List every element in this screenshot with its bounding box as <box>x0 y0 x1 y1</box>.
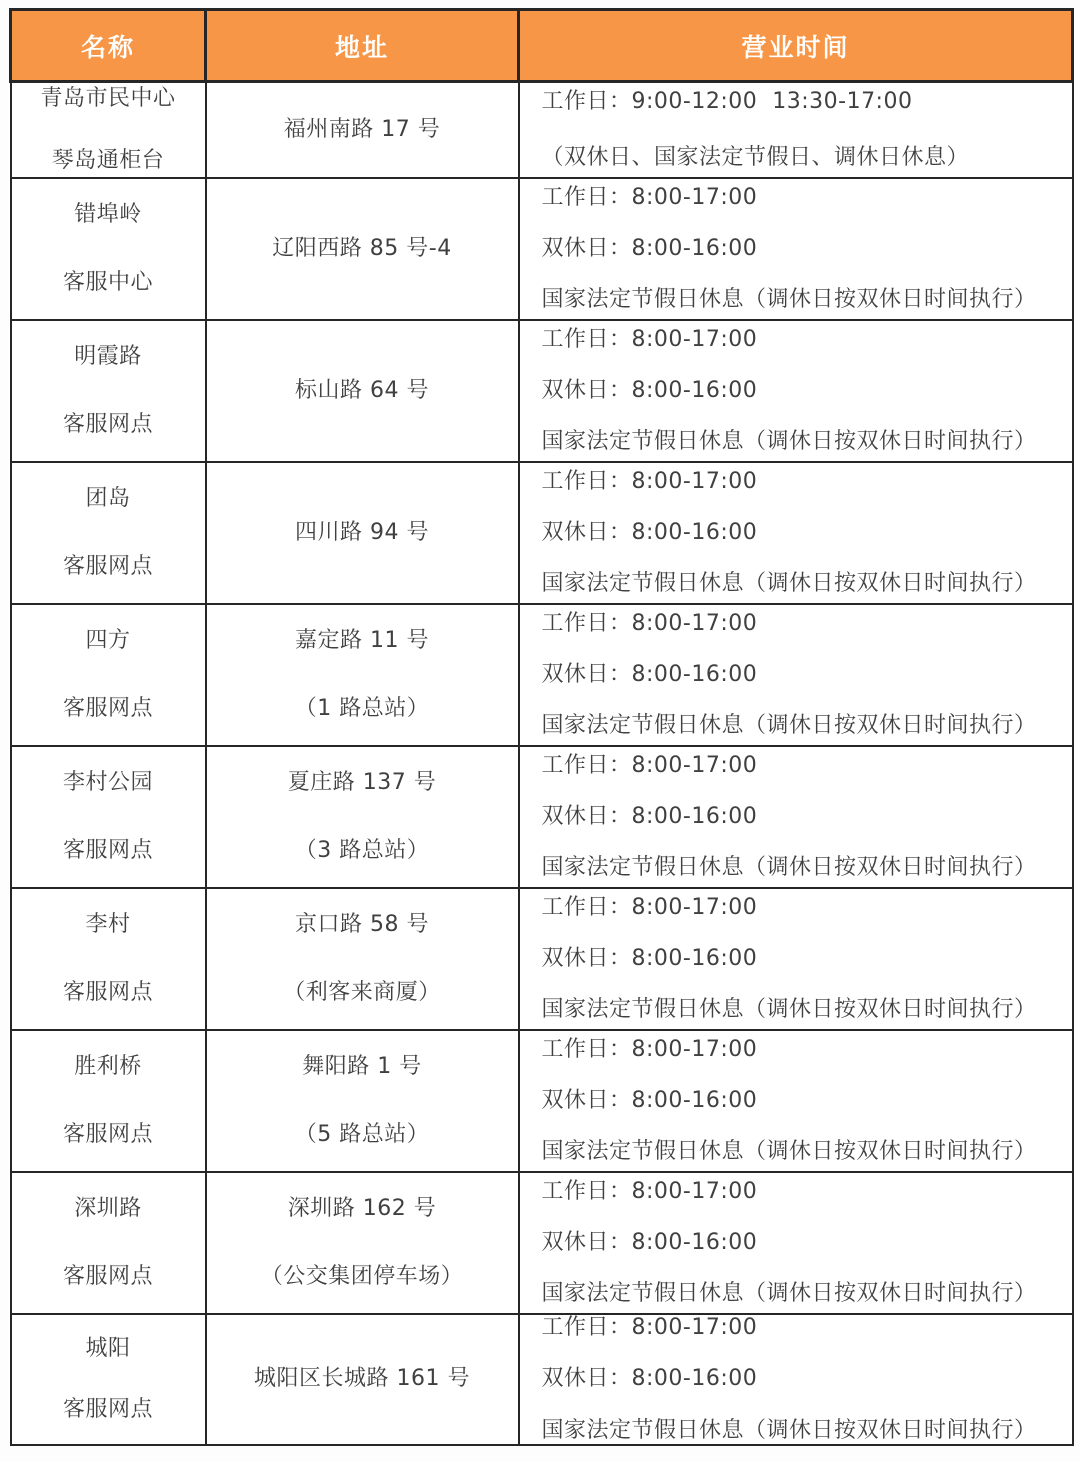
hours-line: 双休日：8:00-16:00 <box>541 519 758 545</box>
table-row <box>11 1314 1073 1445</box>
address-cell <box>206 888 519 1030</box>
hours-cell <box>519 320 1073 462</box>
name-line: 客服网点 <box>62 1121 153 1147</box>
hours-line: 工作日：8:00-17:00 <box>541 610 758 636</box>
hours-cell <box>519 82 1073 178</box>
hours-cell <box>519 178 1073 320</box>
name-line: 客服中心 <box>62 269 153 295</box>
name-line: 客服网点 <box>62 695 153 721</box>
hours-line: 双休日：8:00-16:00 <box>541 377 758 403</box>
name-line: 李村 <box>85 912 131 938</box>
hours-line: 双休日：8:00-16:00 <box>541 235 758 261</box>
name-cell <box>11 888 206 1030</box>
hours-line: 国家法定节假日休息（调休日按双休日时间执行） <box>541 429 1037 455</box>
name-line: 青岛市民中心 <box>40 86 176 112</box>
name-line: 琴岛通柜台 <box>51 147 165 173</box>
header-row <box>11 10 1073 82</box>
address-cell <box>206 178 519 320</box>
address-cell <box>206 82 519 178</box>
service-locations-table <box>9 8 1074 1446</box>
name-cell <box>11 1172 206 1314</box>
hours-line: 双休日：8:00-16:00 <box>541 1087 758 1113</box>
name-line: 李村公园 <box>62 770 153 796</box>
address-line: 标山路 64 号 <box>295 377 429 403</box>
address-cell <box>206 746 519 888</box>
table-row <box>11 320 1073 462</box>
hours-cell <box>519 1030 1073 1172</box>
hours-line: （双休日、国家法定节假日、调休日休息） <box>541 144 970 170</box>
address-line: 福州南路 17 号 <box>283 117 441 143</box>
address-line: 舞阳路 1 号 <box>302 1054 422 1080</box>
name-line: 深圳路 <box>74 1196 142 1222</box>
address-line: （1 路总站） <box>294 695 430 721</box>
name-line: 客服网点 <box>62 553 153 579</box>
name-cell <box>11 320 206 462</box>
address-cell <box>206 320 519 462</box>
name-line: 客服网点 <box>62 837 153 863</box>
hours-line: 工作日：9:00-12:00 13:30-17:00 <box>541 89 913 115</box>
address-cell <box>206 462 519 604</box>
address-cell <box>206 1030 519 1172</box>
name-cell <box>11 1314 206 1445</box>
name-line: 明霞路 <box>74 344 142 370</box>
name-cell <box>11 1030 206 1172</box>
hours-line: 工作日：8:00-17:00 <box>541 326 758 352</box>
address-cell <box>206 604 519 746</box>
name-line: 客服网点 <box>62 1397 153 1422</box>
hours-line: 双休日：8:00-16:00 <box>541 1229 758 1255</box>
column-header-hours: 营业时间 <box>519 10 1073 82</box>
hours-line: 国家法定节假日休息（调休日按双休日时间执行） <box>541 287 1037 313</box>
address-line: 夏庄路 137 号 <box>287 770 437 796</box>
column-header-name: 名称 <box>11 10 206 82</box>
hours-line: 工作日：8:00-17:00 <box>541 894 758 920</box>
hours-line: 工作日：8:00-17:00 <box>541 184 758 210</box>
address-line: （公交集团停车场） <box>260 1263 464 1289</box>
name-line: 团岛 <box>85 486 131 512</box>
hours-line: 工作日：8:00-17:00 <box>541 1315 758 1341</box>
table-row <box>11 82 1073 178</box>
hours-cell <box>519 462 1073 604</box>
name-line: 客服网点 <box>62 1263 153 1289</box>
address-line: （利客来商厦） <box>283 979 441 1005</box>
address-line: 辽阳西路 85 号-4 <box>272 235 452 261</box>
hours-line: 工作日：8:00-17:00 <box>541 752 758 778</box>
hours-line: 工作日：8:00-17:00 <box>541 1178 758 1204</box>
hours-line: 工作日：8:00-17:00 <box>541 1036 758 1062</box>
address-line: 城阳区长城路 161 号 <box>254 1366 470 1392</box>
name-cell <box>11 82 206 178</box>
name-cell <box>11 746 206 888</box>
address-cell <box>206 1172 519 1314</box>
hours-cell <box>519 746 1073 888</box>
name-cell <box>11 462 206 604</box>
hours-line: 工作日：8:00-17:00 <box>541 468 758 494</box>
table-row <box>11 1172 1073 1314</box>
hours-line: 国家法定节假日休息（调休日按双休日时间执行） <box>541 855 1037 881</box>
name-line: 胜利桥 <box>74 1054 142 1080</box>
address-line: 嘉定路 11 号 <box>295 628 429 654</box>
hours-line: 双休日：8:00-16:00 <box>541 803 758 829</box>
column-header-address: 地址 <box>206 10 519 82</box>
address-cell <box>206 1314 519 1445</box>
hours-line: 国家法定节假日休息（调休日按双休日时间执行） <box>541 713 1037 739</box>
hours-cell <box>519 1314 1073 1445</box>
table-row <box>11 178 1073 320</box>
name-line: 四方 <box>85 628 131 654</box>
name-line: 城阳 <box>85 1335 131 1361</box>
hours-line: 国家法定节假日休息（调休日按双休日时间执行） <box>541 1139 1037 1165</box>
hours-line: 国家法定节假日休息（调休日按双休日时间执行） <box>541 571 1037 597</box>
address-line: （3 路总站） <box>294 837 430 863</box>
table-row <box>11 1030 1073 1172</box>
name-line: 客服网点 <box>62 411 153 437</box>
address-line: 京口路 58 号 <box>295 912 429 938</box>
table-row <box>11 462 1073 604</box>
hours-line: 国家法定节假日休息（调休日按双休日时间执行） <box>541 1281 1037 1307</box>
hours-line: 国家法定节假日休息（调休日按双休日时间执行） <box>541 1417 1037 1443</box>
hours-line: 双休日：8:00-16:00 <box>541 1366 758 1392</box>
hours-cell <box>519 1172 1073 1314</box>
hours-line: 国家法定节假日休息（调休日按双休日时间执行） <box>541 997 1037 1023</box>
name-line: 错埠岭 <box>74 202 142 228</box>
hours-cell <box>519 888 1073 1030</box>
table-row <box>11 746 1073 888</box>
name-cell <box>11 604 206 746</box>
hours-line: 双休日：8:00-16:00 <box>541 661 758 687</box>
table-header <box>11 10 1073 82</box>
hours-cell <box>519 604 1073 746</box>
hours-line: 双休日：8:00-16:00 <box>541 945 758 971</box>
name-line: 客服网点 <box>62 979 153 1005</box>
name-cell <box>11 178 206 320</box>
address-line: 深圳路 162 号 <box>287 1196 437 1222</box>
table-body <box>11 82 1073 1445</box>
address-line: （5 路总站） <box>294 1121 430 1147</box>
table-row <box>11 888 1073 1030</box>
address-line: 四川路 94 号 <box>295 519 429 545</box>
table-row <box>11 604 1073 746</box>
